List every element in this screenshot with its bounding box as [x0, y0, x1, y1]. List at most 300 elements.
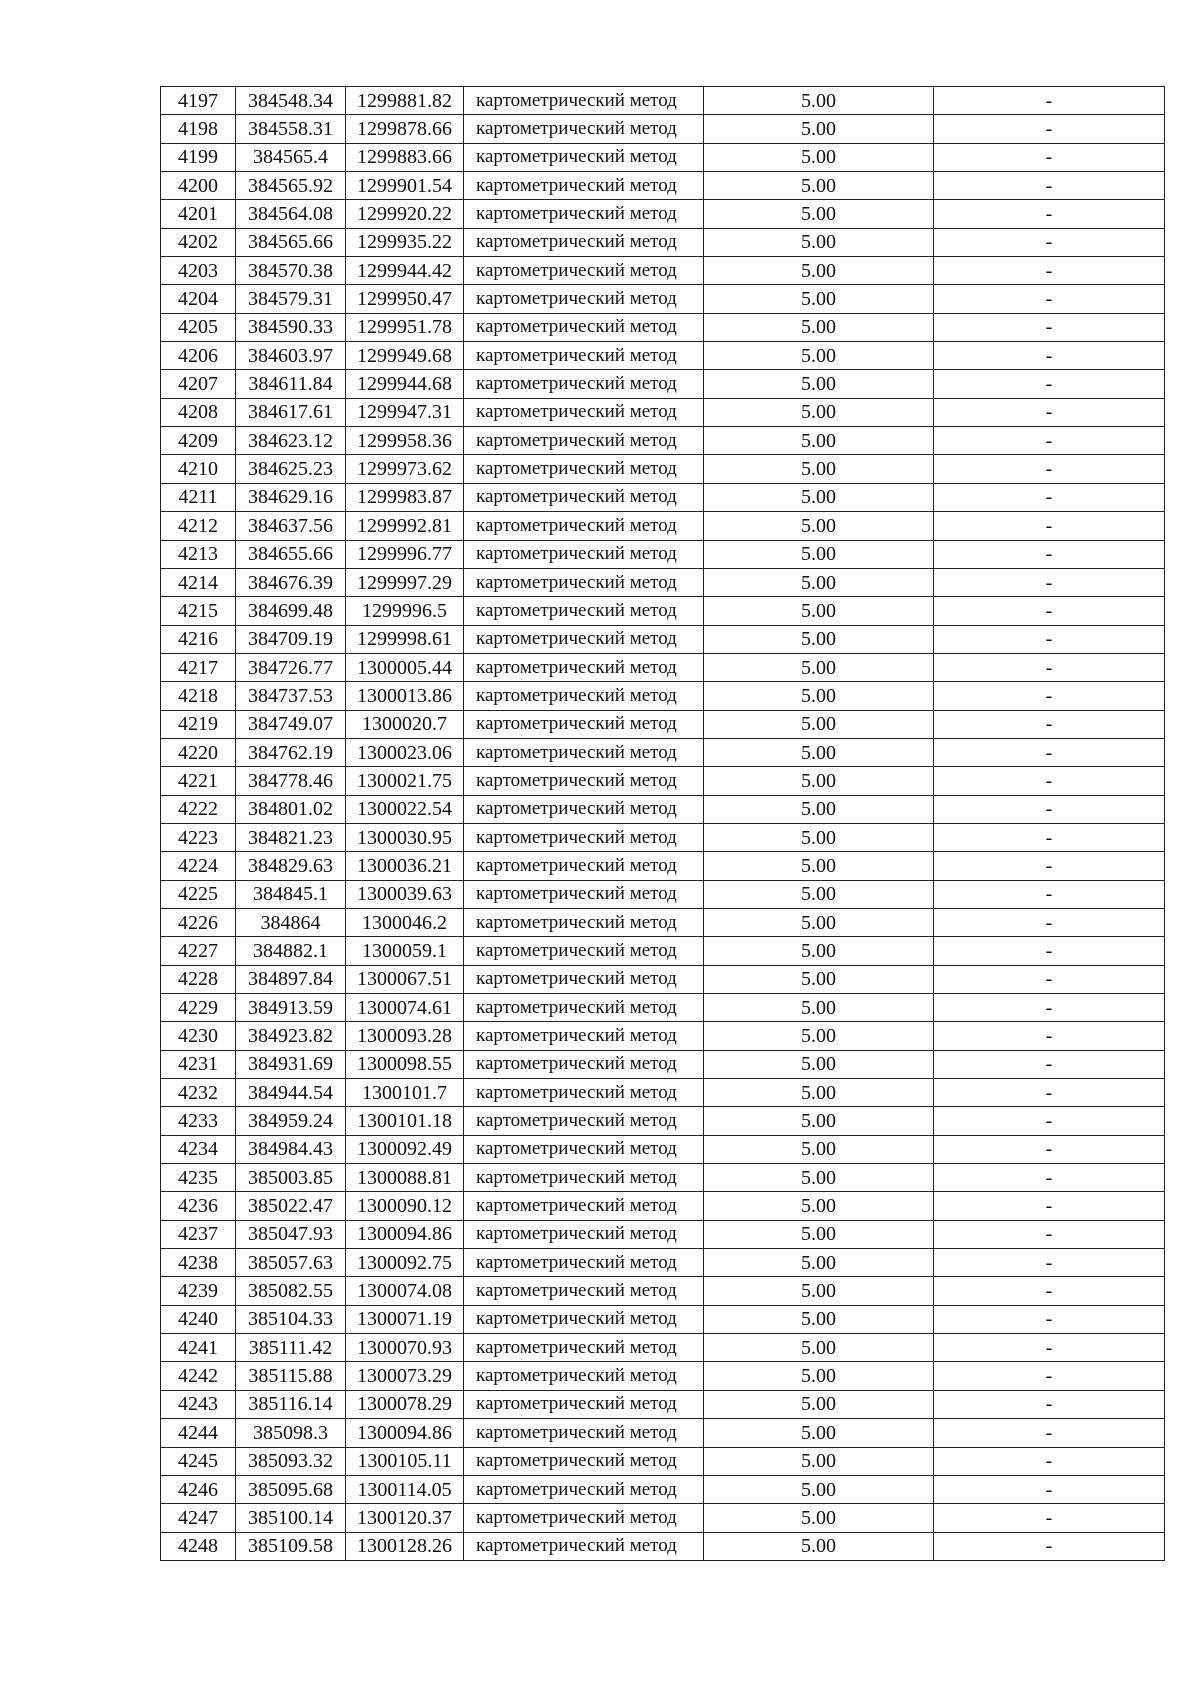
y-coordinate-cell: 1300114.05	[346, 1475, 464, 1503]
accuracy-cell: 5.00	[704, 1334, 934, 1362]
note-cell: -	[934, 1334, 1165, 1362]
table-row	[161, 200, 1165, 228]
table-row	[161, 1447, 1165, 1475]
note-cell: -	[934, 172, 1165, 200]
table-row	[161, 1249, 1165, 1277]
accuracy-cell: 5.00	[704, 1532, 934, 1560]
x-coordinate-cell: 384762.19	[236, 738, 346, 766]
method-cell: картометрический метод	[464, 512, 704, 540]
y-coordinate-cell: 1300094.86	[346, 1220, 464, 1248]
y-coordinate-cell: 1299881.82	[346, 87, 464, 115]
accuracy-cell: 5.00	[704, 427, 934, 455]
accuracy-cell: 5.00	[704, 653, 934, 681]
method-cell: картометрический метод	[464, 1305, 704, 1333]
note-cell: -	[934, 682, 1165, 710]
x-coordinate-cell: 384565.92	[236, 172, 346, 200]
note-cell: -	[934, 1532, 1165, 1560]
table-row	[161, 852, 1165, 880]
x-coordinate-cell: 385022.47	[236, 1192, 346, 1220]
table-row	[161, 597, 1165, 625]
note-cell: -	[934, 1504, 1165, 1532]
accuracy-cell: 5.00	[704, 625, 934, 653]
y-coordinate-cell: 1299950.47	[346, 285, 464, 313]
x-coordinate-cell: 384821.23	[236, 823, 346, 851]
point-number-cell: 4241	[161, 1334, 236, 1362]
accuracy-cell: 5.00	[704, 1305, 934, 1333]
method-cell: картометрический метод	[464, 172, 704, 200]
table-row	[161, 1022, 1165, 1050]
x-coordinate-cell: 385003.85	[236, 1164, 346, 1192]
table-row	[161, 1050, 1165, 1078]
note-cell: -	[934, 852, 1165, 880]
point-number-cell: 4221	[161, 767, 236, 795]
x-coordinate-cell: 384579.31	[236, 285, 346, 313]
table-row	[161, 1419, 1165, 1447]
table-row	[161, 795, 1165, 823]
method-cell: картометрический метод	[464, 1504, 704, 1532]
y-coordinate-cell: 1299973.62	[346, 455, 464, 483]
table-row	[161, 228, 1165, 256]
x-coordinate-cell: 385047.93	[236, 1220, 346, 1248]
y-coordinate-cell: 1300074.61	[346, 994, 464, 1022]
x-coordinate-cell: 384931.69	[236, 1050, 346, 1078]
point-number-cell: 4224	[161, 852, 236, 880]
point-number-cell: 4232	[161, 1079, 236, 1107]
accuracy-cell: 5.00	[704, 1475, 934, 1503]
y-coordinate-cell: 1299901.54	[346, 172, 464, 200]
method-cell: картометрический метод	[464, 1475, 704, 1503]
note-cell: -	[934, 1164, 1165, 1192]
table-row	[161, 1107, 1165, 1135]
x-coordinate-cell: 384570.38	[236, 257, 346, 285]
method-cell: картометрический метод	[464, 427, 704, 455]
point-number-cell: 4228	[161, 965, 236, 993]
y-coordinate-cell: 1299949.68	[346, 342, 464, 370]
x-coordinate-cell: 385115.88	[236, 1362, 346, 1390]
method-cell: картометрический метод	[464, 285, 704, 313]
note-cell: -	[934, 313, 1165, 341]
y-coordinate-cell: 1300067.51	[346, 965, 464, 993]
method-cell: картометрический метод	[464, 937, 704, 965]
accuracy-cell: 5.00	[704, 398, 934, 426]
table-row	[161, 483, 1165, 511]
point-number-cell: 4242	[161, 1362, 236, 1390]
table-row	[161, 370, 1165, 398]
method-cell: картометрический метод	[464, 738, 704, 766]
x-coordinate-cell: 384944.54	[236, 1079, 346, 1107]
x-coordinate-cell: 385098.3	[236, 1419, 346, 1447]
x-coordinate-cell: 384565.66	[236, 228, 346, 256]
x-coordinate-cell: 384913.59	[236, 994, 346, 1022]
x-coordinate-cell: 384611.84	[236, 370, 346, 398]
method-cell: картометрический метод	[464, 994, 704, 1022]
table-row	[161, 1532, 1165, 1560]
x-coordinate-cell: 384565.4	[236, 143, 346, 171]
y-coordinate-cell: 1299944.68	[346, 370, 464, 398]
table-row	[161, 427, 1165, 455]
accuracy-cell: 5.00	[704, 823, 934, 851]
table-row	[161, 1305, 1165, 1333]
note-cell: -	[934, 1107, 1165, 1135]
table-row	[161, 1135, 1165, 1163]
y-coordinate-cell: 1300092.75	[346, 1249, 464, 1277]
accuracy-cell: 5.00	[704, 285, 934, 313]
point-number-cell: 4199	[161, 143, 236, 171]
accuracy-cell: 5.00	[704, 257, 934, 285]
x-coordinate-cell: 384590.33	[236, 313, 346, 341]
x-coordinate-cell: 384709.19	[236, 625, 346, 653]
y-coordinate-cell: 1300021.75	[346, 767, 464, 795]
x-coordinate-cell: 384629.16	[236, 483, 346, 511]
note-cell: -	[934, 1022, 1165, 1050]
point-number-cell: 4207	[161, 370, 236, 398]
point-number-cell: 4220	[161, 738, 236, 766]
point-number-cell: 4236	[161, 1192, 236, 1220]
table-row	[161, 257, 1165, 285]
note-cell: -	[934, 937, 1165, 965]
y-coordinate-cell: 1300071.19	[346, 1305, 464, 1333]
note-cell: -	[934, 1475, 1165, 1503]
table-row	[161, 1390, 1165, 1418]
x-coordinate-cell: 384564.08	[236, 200, 346, 228]
y-coordinate-cell: 1300092.49	[346, 1135, 464, 1163]
method-cell: картометрический метод	[464, 1419, 704, 1447]
y-coordinate-cell: 1299992.81	[346, 512, 464, 540]
x-coordinate-cell: 385093.32	[236, 1447, 346, 1475]
method-cell: картометрический метод	[464, 908, 704, 936]
method-cell: картометрический метод	[464, 880, 704, 908]
point-number-cell: 4214	[161, 568, 236, 596]
method-cell: картометрический метод	[464, 483, 704, 511]
point-number-cell: 4243	[161, 1390, 236, 1418]
accuracy-cell: 5.00	[704, 738, 934, 766]
point-number-cell: 4239	[161, 1277, 236, 1305]
note-cell: -	[934, 1305, 1165, 1333]
table-row	[161, 994, 1165, 1022]
point-number-cell: 4202	[161, 228, 236, 256]
x-coordinate-cell: 384623.12	[236, 427, 346, 455]
point-number-cell: 4247	[161, 1504, 236, 1532]
method-cell: картометрический метод	[464, 1277, 704, 1305]
accuracy-cell: 5.00	[704, 1362, 934, 1390]
note-cell: -	[934, 1419, 1165, 1447]
point-number-cell: 4244	[161, 1419, 236, 1447]
note-cell: -	[934, 512, 1165, 540]
x-coordinate-cell: 384737.53	[236, 682, 346, 710]
y-coordinate-cell: 1300073.29	[346, 1362, 464, 1390]
table-row	[161, 767, 1165, 795]
y-coordinate-cell: 1299935.22	[346, 228, 464, 256]
point-number-cell: 4235	[161, 1164, 236, 1192]
accuracy-cell: 5.00	[704, 540, 934, 568]
point-number-cell: 4201	[161, 200, 236, 228]
method-cell: картометрический метод	[464, 1079, 704, 1107]
accuracy-cell: 5.00	[704, 1447, 934, 1475]
accuracy-cell: 5.00	[704, 87, 934, 115]
y-coordinate-cell: 1300030.95	[346, 823, 464, 851]
table-row	[161, 908, 1165, 936]
table-row	[161, 540, 1165, 568]
point-number-cell: 4222	[161, 795, 236, 823]
method-cell: картометрический метод	[464, 1135, 704, 1163]
table-row	[161, 398, 1165, 426]
accuracy-cell: 5.00	[704, 1192, 934, 1220]
table-row	[161, 568, 1165, 596]
accuracy-cell: 5.00	[704, 342, 934, 370]
method-cell: картометрический метод	[464, 1532, 704, 1560]
x-coordinate-cell: 384558.31	[236, 115, 346, 143]
note-cell: -	[934, 568, 1165, 596]
method-cell: картометрический метод	[464, 87, 704, 115]
table-row	[161, 625, 1165, 653]
point-number-cell: 4204	[161, 285, 236, 313]
accuracy-cell: 5.00	[704, 1022, 934, 1050]
method-cell: картометрический метод	[464, 342, 704, 370]
table-row	[161, 313, 1165, 341]
y-coordinate-cell: 1299951.78	[346, 313, 464, 341]
point-number-cell: 4210	[161, 455, 236, 483]
point-number-cell: 4227	[161, 937, 236, 965]
x-coordinate-cell: 385104.33	[236, 1305, 346, 1333]
point-number-cell: 4248	[161, 1532, 236, 1560]
x-coordinate-cell: 385057.63	[236, 1249, 346, 1277]
x-coordinate-cell: 384655.66	[236, 540, 346, 568]
x-coordinate-cell: 384625.23	[236, 455, 346, 483]
note-cell: -	[934, 540, 1165, 568]
accuracy-cell: 5.00	[704, 568, 934, 596]
note-cell: -	[934, 1135, 1165, 1163]
x-coordinate-cell: 384603.97	[236, 342, 346, 370]
table-row	[161, 143, 1165, 171]
method-cell: картометрический метод	[464, 597, 704, 625]
accuracy-cell: 5.00	[704, 143, 934, 171]
point-number-cell: 4212	[161, 512, 236, 540]
accuracy-cell: 5.00	[704, 597, 934, 625]
y-coordinate-cell: 1299947.31	[346, 398, 464, 426]
y-coordinate-cell: 1299883.66	[346, 143, 464, 171]
coordinates-table-body	[161, 87, 1165, 1561]
point-number-cell: 4203	[161, 257, 236, 285]
y-coordinate-cell: 1300046.2	[346, 908, 464, 936]
method-cell: картометрический метод	[464, 1447, 704, 1475]
table-row	[161, 823, 1165, 851]
point-number-cell: 4215	[161, 597, 236, 625]
point-number-cell: 4216	[161, 625, 236, 653]
y-coordinate-cell: 1299958.36	[346, 427, 464, 455]
accuracy-cell: 5.00	[704, 370, 934, 398]
method-cell: картометрический метод	[464, 767, 704, 795]
method-cell: картометрический метод	[464, 398, 704, 426]
method-cell: картометрический метод	[464, 257, 704, 285]
accuracy-cell: 5.00	[704, 682, 934, 710]
table-row	[161, 1277, 1165, 1305]
accuracy-cell: 5.00	[704, 1419, 934, 1447]
point-number-cell: 4206	[161, 342, 236, 370]
point-number-cell: 4226	[161, 908, 236, 936]
note-cell: -	[934, 1249, 1165, 1277]
note-cell: -	[934, 908, 1165, 936]
y-coordinate-cell: 1300128.26	[346, 1532, 464, 1560]
accuracy-cell: 5.00	[704, 965, 934, 993]
y-coordinate-cell: 1300093.28	[346, 1022, 464, 1050]
table-row	[161, 342, 1165, 370]
x-coordinate-cell: 384699.48	[236, 597, 346, 625]
x-coordinate-cell: 384959.24	[236, 1107, 346, 1135]
method-cell: картометрический метод	[464, 1334, 704, 1362]
accuracy-cell: 5.00	[704, 483, 934, 511]
note-cell: -	[934, 1447, 1165, 1475]
method-cell: картометрический метод	[464, 682, 704, 710]
y-coordinate-cell: 1299996.77	[346, 540, 464, 568]
y-coordinate-cell: 1300070.93	[346, 1334, 464, 1362]
x-coordinate-cell: 384801.02	[236, 795, 346, 823]
table-row	[161, 1164, 1165, 1192]
note-cell: -	[934, 823, 1165, 851]
accuracy-cell: 5.00	[704, 767, 934, 795]
method-cell: картометрический метод	[464, 1022, 704, 1050]
method-cell: картометрический метод	[464, 200, 704, 228]
y-coordinate-cell: 1299920.22	[346, 200, 464, 228]
table-row	[161, 512, 1165, 540]
method-cell: картометрический метод	[464, 370, 704, 398]
table-row	[161, 1079, 1165, 1107]
table-row	[161, 1475, 1165, 1503]
point-number-cell: 4223	[161, 823, 236, 851]
x-coordinate-cell: 384897.84	[236, 965, 346, 993]
accuracy-cell: 5.00	[704, 115, 934, 143]
y-coordinate-cell: 1300090.12	[346, 1192, 464, 1220]
method-cell: картометрический метод	[464, 1220, 704, 1248]
note-cell: -	[934, 965, 1165, 993]
x-coordinate-cell: 384676.39	[236, 568, 346, 596]
method-cell: картометрический метод	[464, 313, 704, 341]
note-cell: -	[934, 427, 1165, 455]
point-number-cell: 4213	[161, 540, 236, 568]
note-cell: -	[934, 1079, 1165, 1107]
accuracy-cell: 5.00	[704, 852, 934, 880]
table-row	[161, 87, 1165, 115]
point-number-cell: 4238	[161, 1249, 236, 1277]
point-number-cell: 4225	[161, 880, 236, 908]
method-cell: картометрический метод	[464, 1107, 704, 1135]
accuracy-cell: 5.00	[704, 200, 934, 228]
accuracy-cell: 5.00	[704, 1135, 934, 1163]
table-row	[161, 1504, 1165, 1532]
note-cell: -	[934, 370, 1165, 398]
note-cell: -	[934, 1362, 1165, 1390]
method-cell: картометрический метод	[464, 143, 704, 171]
x-coordinate-cell: 384548.34	[236, 87, 346, 115]
x-coordinate-cell: 385082.55	[236, 1277, 346, 1305]
note-cell: -	[934, 228, 1165, 256]
accuracy-cell: 5.00	[704, 1107, 934, 1135]
note-cell: -	[934, 625, 1165, 653]
accuracy-cell: 5.00	[704, 313, 934, 341]
x-coordinate-cell: 385095.68	[236, 1475, 346, 1503]
accuracy-cell: 5.00	[704, 455, 934, 483]
x-coordinate-cell: 385100.14	[236, 1504, 346, 1532]
point-number-cell: 4205	[161, 313, 236, 341]
accuracy-cell: 5.00	[704, 1504, 934, 1532]
method-cell: картометрический метод	[464, 455, 704, 483]
accuracy-cell: 5.00	[704, 795, 934, 823]
method-cell: картометрический метод	[464, 1164, 704, 1192]
method-cell: картометрический метод	[464, 228, 704, 256]
note-cell: -	[934, 880, 1165, 908]
table-row	[161, 880, 1165, 908]
accuracy-cell: 5.00	[704, 994, 934, 1022]
y-coordinate-cell: 1300105.11	[346, 1447, 464, 1475]
point-number-cell: 4231	[161, 1050, 236, 1078]
method-cell: картометрический метод	[464, 653, 704, 681]
table-row	[161, 115, 1165, 143]
accuracy-cell: 5.00	[704, 1050, 934, 1078]
point-number-cell: 4233	[161, 1107, 236, 1135]
method-cell: картометрический метод	[464, 823, 704, 851]
x-coordinate-cell: 384864	[236, 908, 346, 936]
note-cell: -	[934, 115, 1165, 143]
accuracy-cell: 5.00	[704, 1079, 934, 1107]
method-cell: картометрический метод	[464, 625, 704, 653]
x-coordinate-cell: 385111.42	[236, 1334, 346, 1362]
note-cell: -	[934, 200, 1165, 228]
method-cell: картометрический метод	[464, 710, 704, 738]
note-cell: -	[934, 653, 1165, 681]
x-coordinate-cell: 384845.1	[236, 880, 346, 908]
accuracy-cell: 5.00	[704, 1277, 934, 1305]
point-number-cell: 4200	[161, 172, 236, 200]
note-cell: -	[934, 710, 1165, 738]
y-coordinate-cell: 1300088.81	[346, 1164, 464, 1192]
table-row	[161, 965, 1165, 993]
accuracy-cell: 5.00	[704, 937, 934, 965]
method-cell: картометрический метод	[464, 1249, 704, 1277]
y-coordinate-cell: 1300013.86	[346, 682, 464, 710]
table-row	[161, 172, 1165, 200]
y-coordinate-cell: 1300101.18	[346, 1107, 464, 1135]
note-cell: -	[934, 1050, 1165, 1078]
x-coordinate-cell: 385109.58	[236, 1532, 346, 1560]
y-coordinate-cell: 1300059.1	[346, 937, 464, 965]
note-cell: -	[934, 483, 1165, 511]
x-coordinate-cell: 384778.46	[236, 767, 346, 795]
y-coordinate-cell: 1299878.66	[346, 115, 464, 143]
point-number-cell: 4208	[161, 398, 236, 426]
point-number-cell: 4237	[161, 1220, 236, 1248]
table-row	[161, 653, 1165, 681]
y-coordinate-cell: 1300022.54	[346, 795, 464, 823]
x-coordinate-cell: 384882.1	[236, 937, 346, 965]
y-coordinate-cell: 1300098.55	[346, 1050, 464, 1078]
coordinates-table	[160, 86, 1165, 1561]
method-cell: картометрический метод	[464, 1050, 704, 1078]
accuracy-cell: 5.00	[704, 880, 934, 908]
accuracy-cell: 5.00	[704, 172, 934, 200]
point-number-cell: 4198	[161, 115, 236, 143]
x-coordinate-cell: 384726.77	[236, 653, 346, 681]
accuracy-cell: 5.00	[704, 1249, 934, 1277]
note-cell: -	[934, 398, 1165, 426]
accuracy-cell: 5.00	[704, 908, 934, 936]
y-coordinate-cell: 1299996.5	[346, 597, 464, 625]
point-number-cell: 4245	[161, 1447, 236, 1475]
accuracy-cell: 5.00	[704, 710, 934, 738]
accuracy-cell: 5.00	[704, 1164, 934, 1192]
y-coordinate-cell: 1299997.29	[346, 568, 464, 596]
note-cell: -	[934, 597, 1165, 625]
y-coordinate-cell: 1300020.7	[346, 710, 464, 738]
accuracy-cell: 5.00	[704, 512, 934, 540]
